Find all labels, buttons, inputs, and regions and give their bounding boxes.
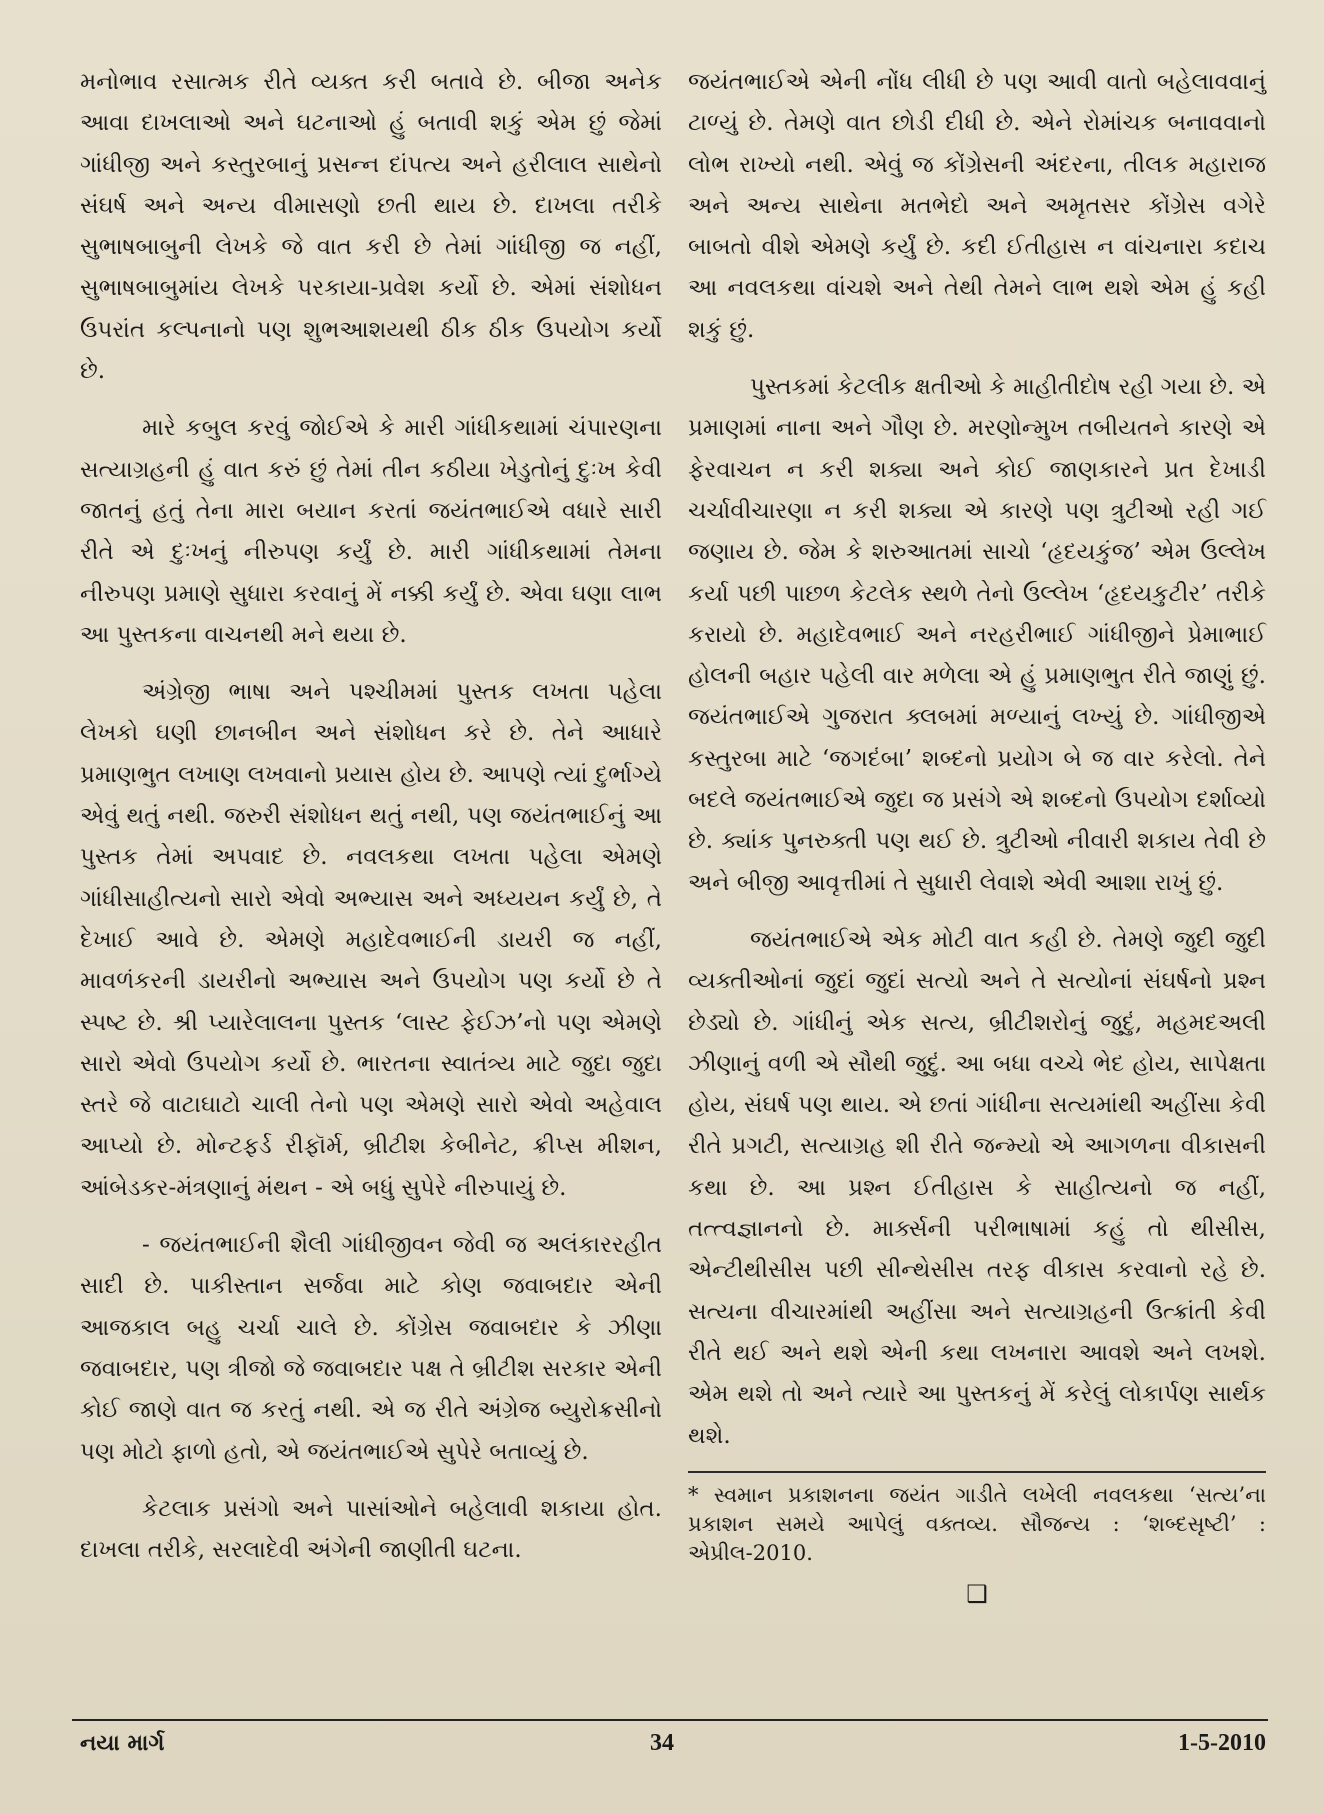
issue-date: 1-5-2010 [1178,1730,1266,1756]
paragraph: પુસ્તકમાં કેટલીક ક્ષતીઓ કે માહીતીદોષ રહી ગયા છે. એ પ્રમાણમાં નાના અને ગૌણ છે. મરણોન્મુખ તબીયતને કારણે એ ફેરવાચન ન કરી શક્યા અને કોઈ જાણકારને પ્રત દેખાડી ચર્ચાવીચારણા ન કરી શક્યા એ કારણે પણ ત્રુટીઓ રહી ગઈ જણાય છે. જેમ કે શરુઆતમાં સાચો ‘હૃદયકુંજ’ એમ ઉલ્લેખ કર્યા પછી પાછળ કેટલેક સ્થળે તેનો ઉલ્લેખ ‘હૃદયકુટીર’ તરીકે કરાયો છે. મહાદેવભાઈ અને નરહરીભાઈ ગાંધીજીને પ્રેમાભાઈ હોલની બહાર પહેલી વાર મળેલા એ હું પ્રમાણભુત રીતે જાણું છું. જયંતભાઈએ ગુજરાત ક્લબમાં મળ્યાનું લખ્યું છે. ગાંધીજીએ કસ્તુરબા માટે ‘જગદંબા’ શબ્દનો પ્રયોગ બે જ વાર કરેલો. તેને બદલે જયંતભાઈએ જુદા જ પ્રસંગે એ શબ્દનો ઉપયોગ દર્શાવ્યો છે. ક્યાંક પુનરુક્તી પણ થઈ છે. ત્રુટીઓ નીવારી શકાય તેવી છે અને બીજી આવૃત્તીમાં તે સુધારી લેવાશે એવી આશા રાખું છું. [688,374,1266,896]
paragraph: કેટલાક પ્રસંગો અને પાસાંઓને બહેલાવી શકાયા હોત. દાખલા તરીકે, સરલાદેવી અંગેની જાણીતી ઘટના. [80,1495,662,1564]
footer-rule [72,1719,1268,1721]
end-of-article-mark: ❑ [966,1579,988,1608]
paragraph: જયંતભાઈએ એની નોંધ લીધી છે પણ આવી વાતો બહેલાવવાનું ટાળ્યું છે. તેમણે વાત છોડી દીધી છે. એને રોમાંચક બનાવવાનો લોભ રાખ્યો નથી. એવું જ કોંગ્રેસની અંદરના, તીલક મહારાજ અને અન્ય સાથેના મતભેદો અને અમૃતસર કોંગ્રેસ વગેરે બાબતો વીશે એમણે કર્યું છે. કદી ઈતીહાસ ન વાંચનારા કદાચ આ નવલકથા વાંચશે અને તેથી તેમને લાભ થશે એમ હું કહી શકું છું. [688,69,1266,343]
paragraph: - જયંતભાઈની શૈલી ગાંધીજીવન જેવી જ અલંકારરહીત સાદી છે. પાકીસ્તાન સર્જવા માટે કોણ જવાબદાર એની આજકાલ બહુ ચર્ચા ચાલે છે. કોંગ્રેસ જવાબદાર કે ઝીણા જવાબદાર, પણ ત્રીજો જે જવાબદાર પક્ષ તે બ્રીટીશ સરકાર એની કોઈ જાણે વાત જ કરતું નથી. એ જ રીતે અંગ્રેજ બ્યુરોક્રસીનો પણ મોટો ફાળો હતો, એ જયંતભાઈએ સુપેરે બતાવ્યું છે. [80,1232,662,1465]
paragraph: અંગ્રેજી ભાષા અને પશ્ચીમમાં પુસ્તક લખતા પહેલા લેખકો ઘણી છાનબીન અને સંશોધન કરે છે. તેને આધારે પ્રમાણભુત લખાણ લખવાનો પ્રયાસ હોય છે. આપણે ત્યાં દુર્ભાગ્યે એવું થતું નથી. જરુરી સંશોધન થતું નથી, પણ જયંતભાઈનું આ પુસ્તક તેમાં અપવાદ છે. નવલકથા લખતા પહેલા એમણે ગાંધીસાહીત્યનો સારો એવો અભ્યાસ અને અધ્યયન કર્યું છે, તે દેખાઈ આવે છે. એમણે મહાદેવભાઈની ડાયરી જ નહીં, માવળંકરની ડાયરીનો અભ્યાસ અને ઉપયોગ પણ કર્યો છે તે સ્પષ્ટ છે. શ્રી પ્યારેલાલના પુસ્તક ‘લાસ્ટ ફેઈઝ’નો પણ એમણે સારો એવો ઉપયોગ કર્યો છે. ભારતના સ્વાતંત્ર્ય માટે જુદા જુદા સ્તરે જે વાટાઘાટો ચાલી તેનો પણ એમણે સારો એવો અહેવાલ આપ્યો છે. મોન્ટફર્ડ રીફૉર્મ, બ્રીટીશ કેબીનેટ, ક્રીપ્સ મીશન, આંબેડકર-મંત્રણાનું મંથન - એ બધું સુપેરે નીરુપાયું છે. [80,679,662,1201]
magazine-name: નયા માર્ગ [80,1730,165,1756]
right-column [688,62,1266,1606]
left-column [80,62,662,1571]
footnote: * સ્વમાન પ્રકાશનના જયંત ગાડીતે લખેલી નવલકથા ‘સત્ય’ના પ્રકાશન સમયે આપેલું વક્તવ્ય. સૌજન્ય : ‘શબ્દસૃષ્ટી’ : એપ્રીલ-2010. [688,1471,1266,1568]
paragraph: મારે કબુલ કરવું જોઈએ કે મારી ગાંધીકથામાં ચંપારણના સત્યાગ્રહની હું વાત કરું છું તેમાં તીન કઠીયા ખેડુતોનું દુઃખ કેવી જાતનું હતું તેના મારા બયાન કરતાં જયંતભાઈએ વધારે સારી રીતે એ દુઃખનું નીરુપણ કર્યું છે. મારી ગાંધીકથામાં તેમના નીરુપણ પ્રમાણે સુધારા કરવાનું મેં નક્કી કર્યું છે. એવા ઘણા લાભ આ પુસ્તકના વાચનથી મને થયા છે. [80,415,662,648]
page-number: 34 [650,1730,674,1756]
paragraph: મનોભાવ રસાત્મક રીતે વ્યક્ત કરી બતાવે છે. બીજા અનેક આવા દાખલાઓ અને ઘટનાઓ હું બતાવી શકું એમ છું જેમાં ગાંધીજી અને કસ્તુરબાનું પ્રસન્ન દાંપત્ય અને હરીલાલ સાથેનો સંઘર્ષ અને અન્ય વીમાસણો છતી થાય છે. દાખલા તરીકે સુભાષબાબુની લેખકે જે વાત કરી છે તેમાં ગાંધીજી જ નહીં, સુભાષબાબુમાંય લેખકે પરકાયા-પ્રવેશ કર્યો છે. એમાં સંશોધન ઉપરાંત કલ્પનાનો પણ શુભઆશયથી ઠીક ઠીક ઉપયોગ કર્યો છે. [80,69,662,385]
paragraph: જયંતભાઈએ એક મોટી વાત કહી છે. તેમણે જુદી જુદી વ્યક્તીઓનાં જુદાં જુદાં સત્યો અને તે સત્યોનાં સંઘર્ષનો પ્રશ્ન છેડ્યો છે. ગાંધીનું એક સત્ય, બ્રીટીશરોનું જુદું, મહમદઅલી ઝીણાનું વળી એ સૌથી જુદું. આ બધા વચ્ચે ભેદ હોય, સાપેક્ષતા હોય, સંઘર્ષ પણ થાય. એ છતાં ગાંધીના સત્યમાંથી અહીંસા કેવી રીતે પ્રગટી, સત્યાગ્રહ શી રીતે જન્મ્યો એ આગળના વીકાસની કથા છે. આ પ્રશ્ન ઈતીહાસ કે સાહીત્યનો જ નહીં, તત્ત્વજ્ઞાનનો છે. માર્ક્સની પરીભાષામાં કહું તો થીસીસ, એન્ટીથીસીસ પછી સીન્થેસીસ તરફ વીકાસ કરવાનો રહે છે. સત્યના વીચારમાંથી અહીંસા અને સત્યાગ્રહની ઉત્ક્રાંતી કેવી રીતે થઈ અને થશે એની કથા લખનારા આવશે અને લખશે. એમ થશે તો અને ત્યારે આ પુસ્તકનું મેં કરેલું લોકાર્પણ સાર્થક થશે. [688,926,1266,1449]
